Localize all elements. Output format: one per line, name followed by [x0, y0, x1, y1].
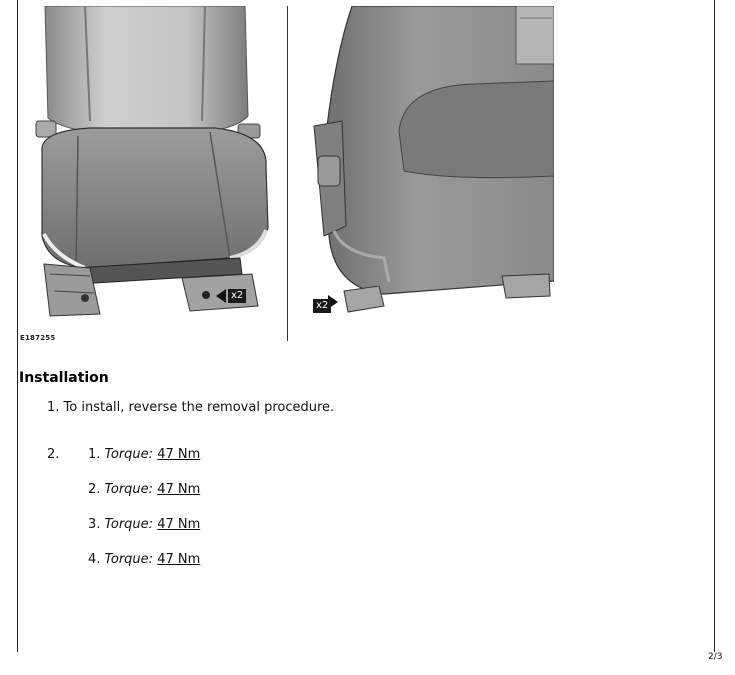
- substep-number: 4.: [88, 552, 101, 567]
- torque-label: Torque:: [104, 447, 154, 462]
- callout-quantity-left: x2: [228, 289, 246, 303]
- torque-label: Torque:: [104, 552, 154, 567]
- page-number: 2/3: [708, 652, 723, 662]
- torque-value-link[interactable]: 47 Nm: [157, 517, 201, 532]
- torque-value-link[interactable]: 47 Nm: [157, 482, 201, 497]
- figure-divider: [287, 6, 288, 341]
- seat-rear-illustration: [304, 6, 554, 321]
- callout-quantity-right: x2: [313, 299, 331, 313]
- section-title: Installation: [19, 370, 109, 386]
- step-number: 1.: [47, 400, 60, 415]
- substep-1: [88, 447, 200, 462]
- seat-front-illustration: [30, 6, 278, 326]
- torque-label: Torque:: [104, 517, 154, 532]
- page-left-border: [17, 0, 18, 652]
- torque-value-link[interactable]: 47 Nm: [157, 552, 201, 567]
- step-text: To install, reverse the removal procedure.: [63, 400, 335, 415]
- step-1: [47, 400, 334, 415]
- substep-number: 2.: [88, 482, 101, 497]
- figure-code: E187255: [20, 334, 56, 342]
- step-2-number: 2.: [47, 447, 60, 462]
- torque-label: Torque:: [104, 482, 154, 497]
- substep-number: 3.: [88, 517, 101, 532]
- substep-2: [88, 482, 200, 497]
- substep-number: 1.: [88, 447, 101, 462]
- torque-value-link[interactable]: 47 Nm: [157, 447, 201, 462]
- page-right-border: [714, 0, 715, 652]
- substep-4: [88, 552, 200, 567]
- substep-3: [88, 517, 200, 532]
